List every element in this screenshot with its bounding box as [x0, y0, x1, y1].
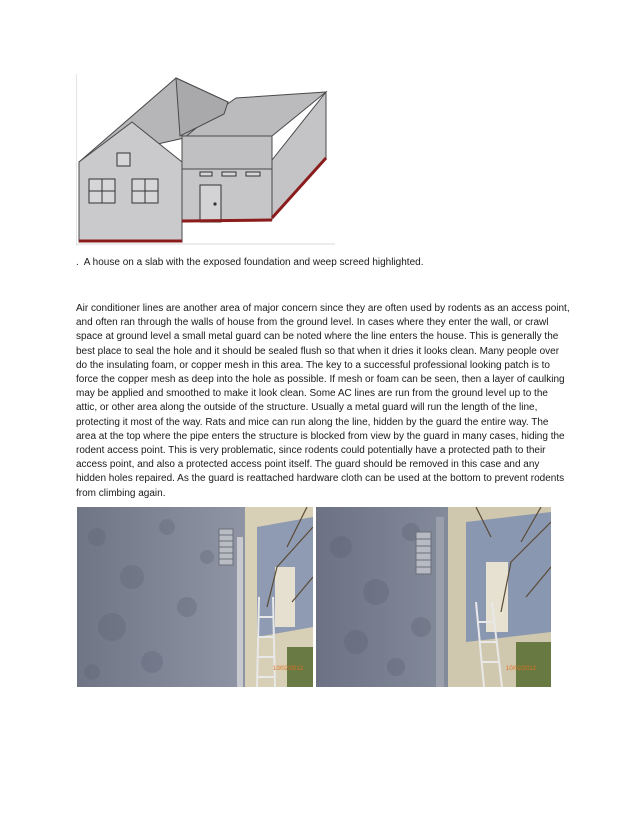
photo-pair	[77, 507, 551, 687]
wall-photo-after	[316, 507, 551, 687]
body-paragraph: Air conditioner lines are another area of major concern since they are often used by rodents as an access point, and often ran through the walls of house from the ground level. In cases where they enter the wall, or crawl space at ground level a small metal guard can be noted where the line enters the house. This is generally the best place to seal the hole and it should be sealed flush so that when it dries it looks clean. Many people over do the insulating foam, or copper mesh in this area. The key to a successful professional looking patch is to force the copper mesh as deep into the hole as possible. If mesh or foam can be seen, then a layer of caulking may be applied and smoothed to make it look clean. Some AC lines are run from the ground level up to the attic, or other area along the outside of the structure. Usually a metal guard will run the length of the line, protecting it most of the way. Rats and mice can run along the line, hidden by the guard the entire way. The area at the top where the pipe enters the structure is blocked from view by the guard in many cases, hiding the rodent access point. This is very problematic, since rodents could potentially have a protected path to their access point, and also a protected access point itself. The guard should be removed in this case and any hidden holes repaired. As the guard is reattached hardware cloth can be used at the bottom to prevent rodents from climbing again.	[76, 303, 570, 499]
wall-photo-before	[77, 507, 313, 687]
house-diagram	[76, 74, 335, 246]
svg-text:10/02/2012: 10/02/2012	[273, 666, 304, 672]
figure-caption: . A house on a slab with the exposed foundation and weep screed highlighted.	[76, 257, 424, 268]
svg-text:10/02/2012: 10/02/2012	[506, 666, 537, 672]
